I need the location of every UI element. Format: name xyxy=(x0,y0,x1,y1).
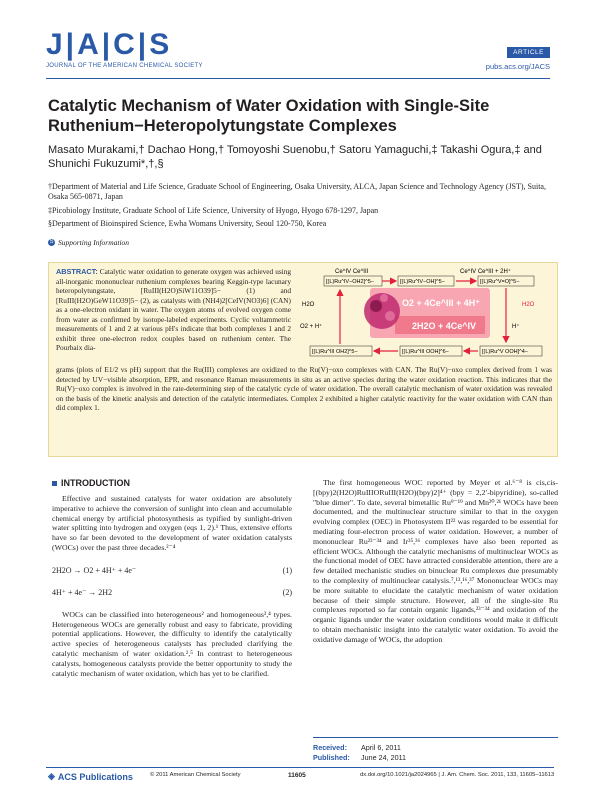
intro-paragraph-3: The first homogeneous WOC reported by Meyer et al.⁶⁻⁸ is cis,cis-[(bpy)2(H2O)RuIIIORuIII(H2O)(bpy)2]⁴⁺ (bpy = 2,2′-bipyridine), so-called "blue dimer". To date, several bimetallic Ru⁹⁻¹⁹ and Mn²⁰,²¹ WOCs have been documented, and the multinuclear structure similar to that in the oxygen evolving complex (OEC) in Photosystem II²² was regarded to be essential for mediating four-electron process of water oxidation. However, a number of mononuclear Ru²³⁻³⁴ and Ir³⁵,³⁶ complexes have also been reported as efficient WOCs. Although the catalytic mechanisms of multinuclear WOCs as the functional model of OEC have attracted considerable attention, there are a few detailed mechanistic studies on binuclear Ru complexes due presumably to the complexity of multinuclear catalysis.⁷,¹³,¹⁶,³⁷ Mononuclear WOCs may be more suitable to elucidate the catalytic mechanism of water oxidation because of their simple structure. However, all of the single-site Ru complexes reported so far contain organic ligands,²³⁻³⁴ and oxidation of the organic ligands under the water oxidation conditions would make it difficult to obtain mechanistic insight into the catalytic water oxidation. To avoid the oxidative damage of WOCs, the adoption xyxy=(313,478,558,644)
abstract-text-narrow xyxy=(56,267,291,353)
toc-center-top: O2 + 4Ce^III + 4H⁺ xyxy=(402,298,481,308)
toc-box-mid-top: [(L)Ru^IV−OH]^5− xyxy=(400,279,445,285)
affiliation-1: †Department of Material and Life Science, Graduate School of Engineering, Osaka University, ALCA, Japan Science and Technology Agency (JST), Suita, Osaka 565-0871, Japan xyxy=(48,182,546,201)
equation-1 xyxy=(52,566,292,575)
toc-box-right-bottom: [(L)Ru^V OOH]^4− xyxy=(482,349,528,355)
article-tag: ARTICLE xyxy=(507,47,550,58)
toc-box-left-bottom: [(L)Ru^III OH2]^5− xyxy=(312,349,358,355)
toc-o2-label: O2 + H⁺ xyxy=(300,324,323,330)
published-label: Published: xyxy=(313,753,350,762)
abstract-body-1: Catalytic water oxidation to generate oxygen was achieved using all-inorganic mononuclear ruthenium complexes bearing Keggin-type lacunary heteropolytungstate, [RuIII(H2O)SiW11O39]5− (1) and [RuIII(H2O)GeW11O39]5− (2), as catalysts with (NH4)2[CeIV(NO3)6] (CAN) as a one-electron oxidant in water. The oxygen atoms of evolved oxygen come from water as confirmed by isotope-labeled experiments. Cyclic voltammetric measurements of 1 and 2 at various pH's indicate that both complexes 1 and 2 exhibit three one-electron redox couples based on ruthenium center. The Pourbaix dia- xyxy=(56,267,292,352)
toc-box-right-top: [(L)Ru^V=O]^5− xyxy=(480,279,520,285)
equation-2-body: 4H⁺ + 4e⁻ → 2H2 xyxy=(52,587,113,597)
published-date: June 24, 2011 xyxy=(361,753,407,762)
footer-copyright: © 2011 American Chemical Society xyxy=(150,772,241,778)
toc-h2o-right: H2O xyxy=(522,302,535,308)
header-rule xyxy=(46,78,550,79)
intro-paragraph-1: Effective and sustained catalysts for water oxidation are absolutely imperative to achieve the conversion of sunlight into clean and accumulable chemical energy by artificial photosynthesis as typified by sunlight-driven water splitting into hydrogen and oxygen (eqs 1, 2).¹ Thus, extensive efforts have so far been devoted to the development of water oxidation catalysts (WOCs) over the past three decades.²⁻⁴ xyxy=(52,494,292,552)
acs-logo-label: ACS Publications xyxy=(57,771,133,782)
footer-page-number: 11605 xyxy=(288,772,306,779)
polyoxometalate-cluster xyxy=(364,293,400,329)
paper-title: Catalytic Mechanism of Water Oxidation with Single-Site Ruthenium−Heteropolytungstate Complexes xyxy=(48,97,490,135)
equation-1-number: (1) xyxy=(282,565,292,575)
toc-graphic xyxy=(300,266,552,364)
supporting-info-icon: S xyxy=(49,239,54,245)
equation-2 xyxy=(52,588,292,597)
toc-box-left-top: [(L)Ru^IV−OH2]^5− xyxy=(326,279,374,285)
journal-logo: J|A|C|S xyxy=(46,28,173,61)
acs-logo-icon: ◈ xyxy=(48,771,55,781)
toc-h2o-left: H2O xyxy=(302,302,315,308)
received-label: Received: xyxy=(313,743,347,752)
journal-subtitle: JOURNAL OF THE AMERICAN CHEMICAL SOCIETY xyxy=(46,63,203,69)
received-block xyxy=(313,737,558,763)
toc-top-left: Ce^IV Ce^III xyxy=(335,269,369,275)
author-list: Masato Murakami,† Dachao Hong,† Tomoyoshi Suenobu,† Satoru Yamaguchi,‡ Takashi Ogura,‡ and Shunichi Fukuzumi*,†,§ xyxy=(48,144,542,170)
equation-1-body: 2H2O → O2 + 4H⁺ + 4e⁻ xyxy=(52,565,137,575)
abstract-label: ABSTRACT: xyxy=(56,267,98,276)
footer-rule xyxy=(46,767,554,768)
supporting-info-label: Supporting Information xyxy=(58,238,130,247)
pubs-link[interactable]: pubs.acs.org/JACS xyxy=(485,62,550,71)
affiliation-3: §Department of Bioinspired Science, Ewha Womans University, Seoul 120-750, Korea xyxy=(48,219,327,228)
intro-paragraph-2: WOCs can be classified into heterogeneous² and homogeneous³,⁴ types. Heterogeneous WOCs are generally robust and easy to fabricate, providing potential applications. However, the difficulty to identify the catalytically active species of heterogeneous catalysts has precluded clarifying the catalytic mechanism of water oxidation.²,⁵ In contrast to heterogeneous catalysts, homogeneous catalysts provide the better opportunity to study the catalytic mechanism of water oxidation, which has yet to be clarified. xyxy=(52,609,292,678)
toc-h-plus: H⁺ xyxy=(512,324,520,330)
received-date: April 6, 2011 xyxy=(361,743,401,752)
intro-heading-label: INTRODUCTION xyxy=(61,478,130,488)
intro-heading xyxy=(52,478,292,488)
supporting-info-link[interactable] xyxy=(48,238,129,247)
equation-2-number: (2) xyxy=(282,587,292,597)
abstract-text-wide: grams (plots of E1/2 vs pH) support that the Ru(III) complexes are oxidized to the Ru(V)−oxo complexes with CAN. The Ru(V)−oxo complex derived from 1 was detected by UV−visible absorption, EPR, and resonance Raman measurements in situ as an active species during the water oxidation reaction. This indicates that the Ru(V)−oxo complex is involved in the rate-determining step of the catalytic cycle of water oxidation. The overall catalytic mechanism of water oxidation was revealed on the basis of the kinetic analysis and detection of the catalytic intermediates. Complex 2 exhibited a higher catalytic reactivity for the water oxidation with CAN than did complex 1. xyxy=(56,365,552,412)
section-square-icon xyxy=(52,481,57,486)
acs-publications-logo xyxy=(48,771,133,782)
footer-doi[interactable]: dx.doi.org/10.1021/ja2024965 | J. Am. Chem. Soc. 2011, 133, 11605–11613 xyxy=(360,772,555,778)
toc-top-right: Ce^IV Ce^III + 2H⁺ xyxy=(460,269,511,275)
toc-center-bottom: 2H2O + 4Ce^IV xyxy=(412,321,477,331)
right-column xyxy=(313,478,558,645)
left-column xyxy=(52,478,292,678)
toc-box-mid-bottom: [(L)Ru^III OOH]^6− xyxy=(402,349,449,355)
affiliation-2: ‡Picobiology Institute, Graduate School of Life Science, University of Hyogo, Hyogo 678-1297, Japan xyxy=(48,206,379,215)
